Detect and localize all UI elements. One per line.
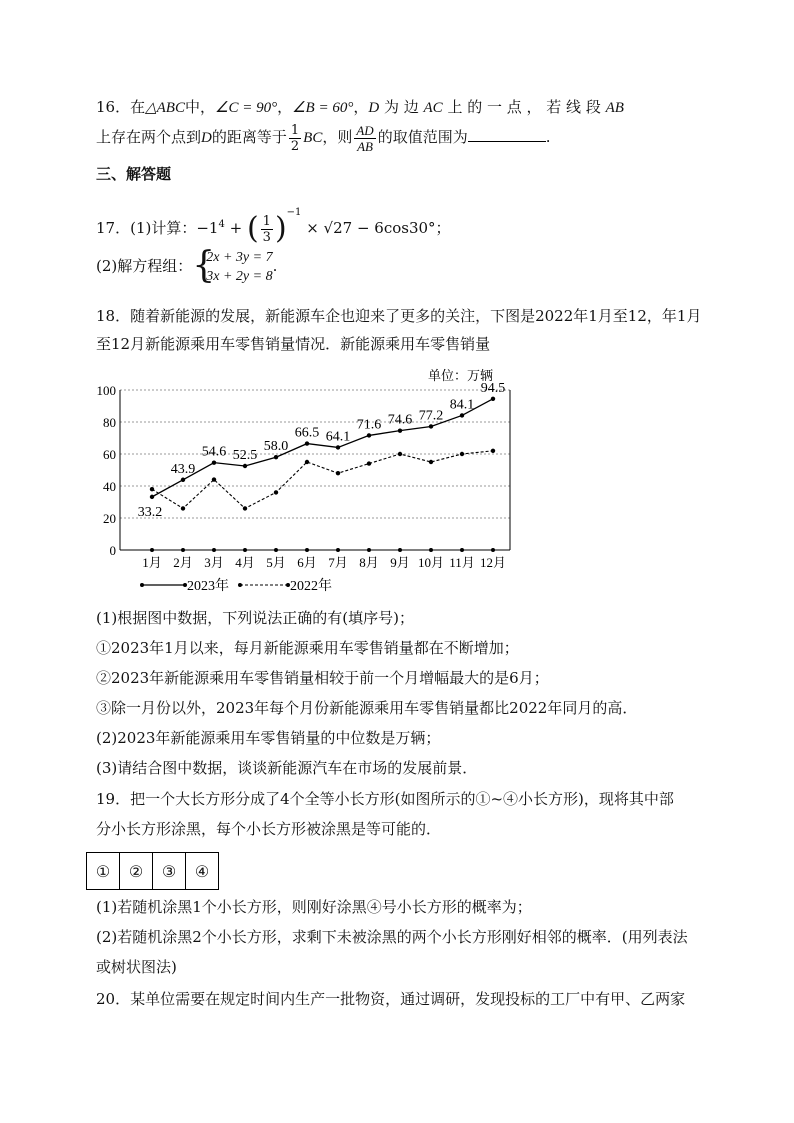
q16-text: 中， <box>184 98 215 116</box>
series-2023-point <box>336 445 340 449</box>
x-tick-label: 5月 <box>266 555 286 570</box>
series-2022-point <box>212 477 216 481</box>
point-d: D <box>201 130 212 146</box>
x-tick-dot <box>367 548 371 552</box>
x-tick-label: 4月 <box>235 555 255 570</box>
x-tick-label: 7月 <box>328 555 348 570</box>
x-tick-dot <box>212 548 216 552</box>
x-tick-label: 2月 <box>173 555 193 570</box>
q18-statement-2: ②2023年新能源乘用车零售销量相较于前一个月增幅最大的是6月； <box>96 669 549 687</box>
fraction-ad-ab <box>354 123 375 154</box>
q18-sub2: (2)2023年新能源乘用车零售销量的中位数是万辆； <box>96 729 441 747</box>
left-paren: ( <box>246 211 259 246</box>
x-tick-dot <box>274 548 278 552</box>
exponent: 4 <box>218 219 225 230</box>
unit-label: 单位：万辆 <box>428 368 494 383</box>
q16-line2 <box>96 120 550 155</box>
series-2022-point <box>367 461 371 465</box>
q17-part2-label: (2)解方程组： <box>96 257 193 275</box>
q16-line1 <box>96 96 624 119</box>
y-tick-label: 20 <box>103 511 116 526</box>
series-2022-point <box>181 506 185 510</box>
series-2023-point <box>305 441 309 445</box>
fraction-denominator: AB <box>357 138 373 154</box>
x-tick-dot <box>336 548 340 552</box>
fraction-denominator: 3 <box>262 229 271 245</box>
series-2023-point <box>243 464 247 468</box>
chart-axes <box>96 380 511 570</box>
sqrt-term: √27 <box>323 219 353 237</box>
data-label: 94.5 <box>480 380 506 396</box>
legend-2023-label: 2023年 <box>187 579 229 594</box>
data-label: 33.2 <box>137 504 163 520</box>
q18-sub3: (3)请结合图中数据，谈谈新能源汽车在市场的发展前景． <box>96 759 478 777</box>
x-tick-label: 3月 <box>204 555 224 570</box>
y-tick-label: 100 <box>96 383 116 398</box>
cell-1[interactable]: ① <box>87 853 120 889</box>
q19-sub2-b: 或树状图法) <box>96 958 177 976</box>
math-term: × <box>301 219 324 237</box>
series-2022-point <box>336 471 340 475</box>
triangle-abc: △ABC <box>145 100 185 116</box>
series-2023-point <box>429 424 433 428</box>
data-label: 74.6 <box>387 412 413 428</box>
math-term: . <box>272 257 278 275</box>
angle-c: ∠C = 90° <box>215 100 278 116</box>
series-2023-point <box>274 455 278 459</box>
series-2022-point <box>305 460 309 464</box>
equation-1: 2x + 3y = 7 <box>206 250 273 265</box>
series-2022-point <box>460 452 464 456</box>
equation-2: 3x + 2y = 8 <box>206 269 273 284</box>
x-tick-label: 11月 <box>449 555 475 570</box>
q20-line1: 20．某单位需要在规定时间内生产一批物资，通过调研，发现投标的工厂中有甲、乙两家 <box>96 990 686 1008</box>
series-2022-point <box>429 460 433 464</box>
q18-line1: 18．随着新能源的发展，新能源车企也迎来了更多的关注，下图是2022年1月至12，年1月 <box>96 307 702 325</box>
y-tick-label: 60 <box>103 447 116 462</box>
fraction-numerator: 1 <box>262 213 271 229</box>
q17-part1-label: (1)计算： <box>130 219 197 237</box>
series-2023-point <box>150 495 154 499</box>
q16-text: ．在 <box>115 98 146 116</box>
x-tick-label: 8月 <box>359 555 379 570</box>
q19-sub1: (1)若随机涂黑1个小长方形，则刚好涂黑④号小长方形的概率为； <box>96 898 532 916</box>
angle-b: ∠B = 60° <box>292 100 354 116</box>
series-2023-point <box>212 460 216 464</box>
data-label: 52.5 <box>232 448 258 463</box>
series-2022-point <box>398 452 402 456</box>
y-tick-label: 80 <box>103 415 116 430</box>
x-tick-dot <box>181 548 185 552</box>
series-2023-point <box>491 397 495 401</box>
series-2023-point <box>460 413 464 417</box>
q16-text: ， <box>353 98 369 116</box>
y-tick-label: 0 <box>109 543 116 558</box>
point-d: D <box>368 100 380 116</box>
series-2022-point <box>491 449 495 453</box>
x-tick-dot <box>429 548 433 552</box>
q16-text: ， <box>277 98 293 116</box>
q16-text: 的距离等于 <box>211 128 287 146</box>
legend-2022-marker <box>238 583 242 587</box>
q17-part2 <box>96 246 277 286</box>
data-label: 77.2 <box>418 408 444 424</box>
x-tick-label: 6月 <box>297 555 317 570</box>
fraction-numerator: AD <box>356 122 374 138</box>
q16-text: . <box>545 128 551 146</box>
series-2022-point <box>274 490 278 494</box>
right-paren: ) <box>274 211 287 246</box>
q16-number: 16 <box>96 98 116 116</box>
data-label: 64.1 <box>325 429 351 445</box>
equation-system <box>192 245 273 286</box>
rectangle-cells <box>86 852 219 890</box>
answer-blank[interactable] <box>468 127 546 142</box>
series-2023-point <box>181 478 185 482</box>
q16-text: ，则 <box>322 128 353 146</box>
section-heading: 三、解答题 <box>96 165 172 183</box>
fraction-third <box>261 214 273 245</box>
series-2022-point <box>243 506 247 510</box>
sales-line-chart <box>0 360 794 600</box>
x-tick-dot <box>460 548 464 552</box>
cell-4[interactable]: ④ <box>194 861 210 881</box>
q16-text: 上存在两个点到 <box>96 128 202 146</box>
x-tick-label: 10月 <box>417 555 445 570</box>
x-tick-label: 12月 <box>479 555 507 570</box>
fraction-half <box>289 123 301 154</box>
q16-text: 上 的 一 点 ， 若 线 段 <box>442 98 606 116</box>
q18-line2: 至12月新能源乘用车零售销量情况．新能源乘用车零售销量 <box>96 335 491 353</box>
q18-sub1: (1)根据图中数据，下列说法正确的有(填序号)； <box>96 609 414 627</box>
legend-2023-marker <box>140 583 144 587</box>
math-term: + <box>224 219 247 237</box>
segment-ac: AC <box>423 100 443 116</box>
q19-line1: 19．把一个大长方形分成了4个全等小长方形(如图所示的①~④小长方形)，现将其中部 <box>96 790 674 808</box>
q19-sub2-a: (2)若随机涂黑2个小长方形，求剩下未被涂黑的两个小长方形刚好相邻的概率．(用列表法 <box>96 928 688 946</box>
x-tick-dot <box>150 548 154 552</box>
fraction-numerator: 1 <box>290 122 300 138</box>
data-label: 84.1 <box>449 397 475 413</box>
series-2023-point <box>398 428 402 432</box>
q18-statement-3: ③除一月份以外，2023年每个月份新能源乘用车零售销量都比2022年同月的高． <box>96 699 638 717</box>
x-tick-label: 9月 <box>390 555 410 570</box>
data-label: 58.0 <box>263 439 289 455</box>
q17-number: 17． <box>96 219 131 237</box>
q19-line2: 分小长方形涂黑，每个小长方形被涂黑是等可能的． <box>96 820 442 838</box>
math-term: − 6cos30°； <box>352 219 451 237</box>
cell-3[interactable]: ③ <box>153 853 186 889</box>
chart-legend <box>140 577 332 594</box>
series-2023-point <box>367 433 371 437</box>
segment-ab: AB <box>605 100 624 116</box>
data-label: 54.6 <box>201 444 227 460</box>
x-tick-dot <box>305 548 309 552</box>
x-tick-dot <box>243 548 247 552</box>
series-2022-point <box>150 487 154 491</box>
segment-bc: BC <box>303 130 323 146</box>
legend-2022-label: 2022年 <box>290 579 332 594</box>
data-label: 43.9 <box>170 461 196 477</box>
exponent: −1 <box>286 207 302 218</box>
q17-part1 <box>96 193 451 248</box>
fraction-denominator: 2 <box>290 138 300 154</box>
data-label: 66.5 <box>294 425 320 441</box>
q16-text: 为 边 <box>379 98 424 116</box>
data-label: 71.6 <box>356 417 382 433</box>
y-tick-label: 40 <box>103 479 116 494</box>
brace-icon: { <box>192 245 216 286</box>
x-tick-dot <box>491 548 495 552</box>
q18-statement-1: ①2023年1月以来，每月新能源乘用车零售销量都在不断增加； <box>96 639 519 657</box>
cell-2[interactable]: ② <box>120 853 153 889</box>
q16-text: 的取值范围为 <box>377 128 468 146</box>
x-tick-dot <box>398 548 402 552</box>
x-tick-label: 1月 <box>142 555 162 570</box>
math-term: −1 <box>196 219 219 237</box>
